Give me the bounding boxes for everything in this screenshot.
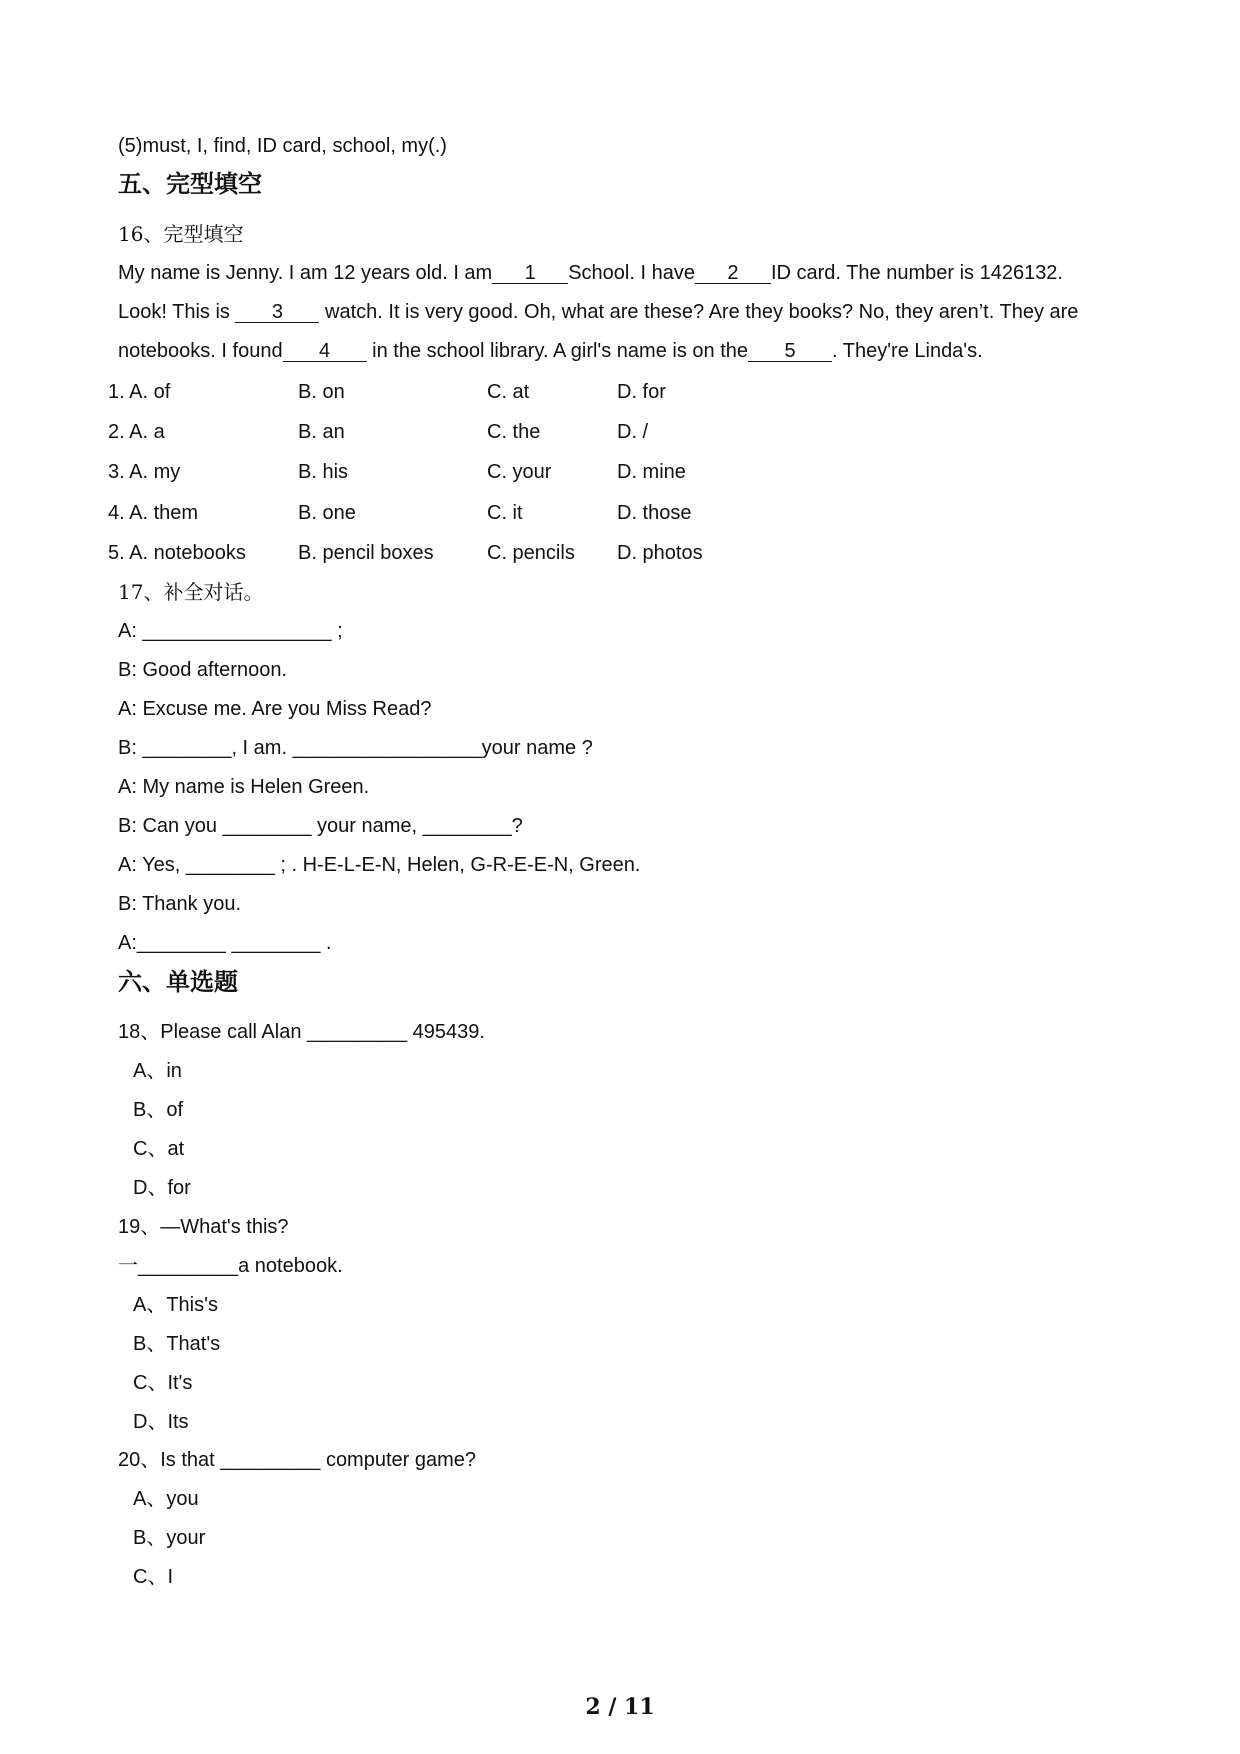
q16-text: Look! This is [118, 301, 230, 323]
q17-dialogue-line: A: Yes, ________ ; . H-E-L-E-N, Helen, G-R-E-E-N, Green. [118, 854, 641, 876]
q20-option-c[interactable]: C、I [133, 1566, 173, 1588]
q16-option[interactable]: B. an [298, 421, 345, 443]
q16-option[interactable]: 3. A. my [108, 461, 181, 483]
q16-blank-5[interactable]: 5 [748, 341, 832, 362]
q18-option-b[interactable]: B、of [133, 1099, 184, 1121]
q16-passage-line-2 [118, 302, 1078, 323]
q16-text: watch. It is very good. Oh, what are these? Are they books? No, they aren’t. They are [325, 301, 1079, 323]
q19-stem: 19、—What's this? [118, 1216, 289, 1238]
q16-option[interactable]: C. at [487, 381, 530, 403]
q17-dialogue-line: A: My name is Helen Green. [118, 776, 370, 798]
q16-blank-2[interactable]: 2 [695, 263, 771, 284]
q17-dialogue-line: B: Can you ________ your name, ________? [118, 815, 523, 837]
q16-option[interactable]: D. those [617, 502, 692, 524]
q16-text: My name is Jenny. I am 12 years old. I am [118, 262, 493, 284]
q16-option[interactable]: C. pencils [487, 542, 575, 564]
q17-label: 17、补全对话。 [118, 580, 264, 604]
q16-option[interactable]: B. on [298, 381, 345, 403]
q16-option[interactable]: C. the [487, 421, 541, 443]
q16-passage-line-1 [118, 263, 1063, 284]
q16-option[interactable]: C. it [487, 502, 523, 524]
q16-label: 16、完型填空 [118, 222, 244, 246]
q18-stem: 18、Please call Alan _________ 495439. [118, 1021, 485, 1043]
q16-option[interactable]: C. your [487, 461, 552, 483]
q19-option-d[interactable]: D、Its [133, 1411, 189, 1433]
q17-dialogue-line: A: _________________ ; [118, 620, 343, 642]
q16-text: . They're Linda's. [832, 340, 983, 362]
q16-blank-1[interactable]: 1 [492, 263, 568, 284]
q16-option[interactable]: B. his [298, 461, 349, 483]
q16-option[interactable]: D. for [617, 381, 666, 403]
q19-option-b[interactable]: B、That's [133, 1333, 221, 1355]
q20-stem: 20、Is that _________ computer game? [118, 1449, 477, 1471]
q18-option-d[interactable]: D、for [133, 1177, 191, 1199]
q16-text: notebooks. I found [118, 340, 283, 362]
q16-option[interactable]: 1. A. of [108, 381, 171, 403]
q19-option-a[interactable]: A、This's [133, 1294, 218, 1316]
q17-dialogue-line: B: ________, I am. _________________your name ? [118, 737, 593, 759]
q16-option[interactable]: D. mine [617, 461, 686, 483]
q20-option-b[interactable]: B、your [133, 1527, 206, 1549]
q20-option-a[interactable]: A、you [133, 1488, 199, 1510]
q15-part5: (5)must, I, find, ID card, school, my(.) [118, 135, 447, 157]
q16-text: in the school library. A girl's name is on the [372, 340, 748, 362]
section-6-heading: 六、单选题 [118, 968, 238, 996]
q16-option[interactable]: 2. A. a [108, 421, 165, 443]
q19-option-c[interactable]: C、It's [133, 1372, 193, 1394]
q16-text: ID card. The number is 1426132. [770, 262, 1063, 284]
page-number: 2 / 11 [585, 1694, 655, 1720]
q17-dialogue-line: B: Thank you. [118, 893, 242, 915]
q18-option-c[interactable]: C、at [133, 1138, 185, 1160]
q16-blank-3[interactable]: 3 [235, 302, 319, 323]
q16-option[interactable]: D. / [617, 421, 649, 443]
section-5-heading: 五、完型填空 [118, 170, 262, 198]
q16-passage-line-3 [118, 341, 983, 362]
q16-option[interactable]: B. pencil boxes [298, 542, 434, 564]
q19-stem-2: 一_________a notebook. [118, 1255, 343, 1277]
q16-option[interactable]: 4. A. them [108, 502, 199, 524]
q16-blank-4[interactable]: 4 [283, 341, 367, 362]
q16-option[interactable]: B. one [298, 502, 356, 524]
q17-dialogue-line: A: Excuse me. Are you Miss Read? [118, 698, 432, 720]
q16-text: School. I have [568, 262, 695, 284]
q16-option[interactable]: 5. A. notebooks [108, 542, 246, 564]
q16-option[interactable]: D. photos [617, 542, 703, 564]
q17-dialogue-line: B: Good afternoon. [118, 659, 288, 681]
q18-option-a[interactable]: A、in [133, 1060, 182, 1082]
q17-dialogue-line: A:________ ________ . [118, 932, 332, 954]
